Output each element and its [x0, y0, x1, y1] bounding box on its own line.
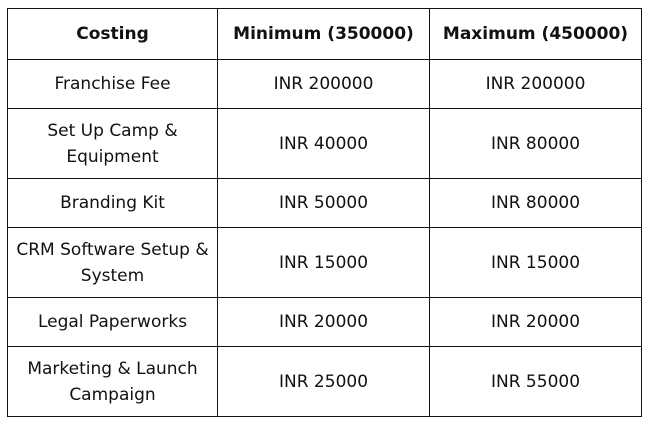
row-item: CRM Software Setup & System	[8, 228, 218, 298]
row-item: Branding Kit	[8, 179, 218, 228]
header-minimum: Minimum (350000)	[218, 9, 430, 60]
table-row	[8, 347, 642, 417]
row-item: Franchise Fee	[8, 60, 218, 109]
row-min: INR 40000	[218, 109, 430, 179]
table-row	[8, 179, 642, 228]
table-row	[8, 60, 642, 109]
row-max: INR 20000	[430, 298, 642, 347]
row-max: INR 80000	[430, 179, 642, 228]
row-min: INR 200000	[218, 60, 430, 109]
row-item: Marketing & Launch Campaign	[8, 347, 218, 417]
header-maximum: Maximum (450000)	[430, 9, 642, 60]
row-min: INR 50000	[218, 179, 430, 228]
row-min: INR 25000	[218, 347, 430, 417]
row-min: INR 15000	[218, 228, 430, 298]
row-item: Set Up Camp & Equipment	[8, 109, 218, 179]
header-costing: Costing	[8, 9, 218, 60]
row-max: INR 200000	[430, 60, 642, 109]
row-max: INR 15000	[430, 228, 642, 298]
costing-table	[7, 8, 642, 417]
header-row	[8, 9, 642, 60]
table-row	[8, 228, 642, 298]
row-min: INR 20000	[218, 298, 430, 347]
table-row	[8, 109, 642, 179]
table-row	[8, 298, 642, 347]
row-max: INR 80000	[430, 109, 642, 179]
row-max: INR 55000	[430, 347, 642, 417]
row-item: Legal Paperworks	[8, 298, 218, 347]
